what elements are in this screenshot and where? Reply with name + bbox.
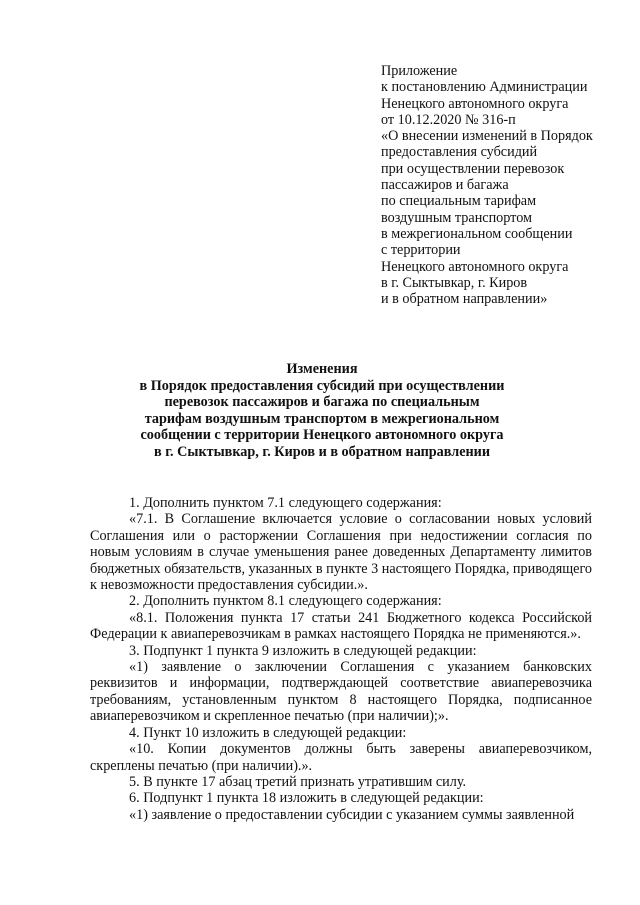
annex-line: предоставления субсидий xyxy=(381,144,538,161)
amendment-text-18-1: «1) заявление о предоставлении субсидии с указанием суммы заявленной xyxy=(129,806,575,823)
annex-line: в межрегиональном сообщении xyxy=(381,225,573,242)
annex-line: «О внесении изменений в Порядок xyxy=(381,128,593,145)
annex-line: от 10.12.2020 № 316-п xyxy=(381,111,516,128)
amendment-item-6: 6. Подпункт 1 пункта 18 изложить в следующей редакции: xyxy=(129,790,484,807)
annex-line: Приложение xyxy=(381,63,458,79)
annex-line: Ненецкого автономного округа xyxy=(381,258,569,275)
annex-line: пассажиров и багажа xyxy=(381,177,509,194)
annex-header xyxy=(381,63,631,307)
amendment-text-7-1: «7.1. В Соглашение включается условие о согласовании новых условий Соглашения или о расторжении Соглашения при недостижении согласия по новым условиям в случае уменьшения ранее доведенных Департаменту лимитов бюджетных обязательств, указанных в пункте 3 настоящего Порядка, приводящего к невозможности предоставления субсидии.». xyxy=(90,511,593,594)
annex-line: при осуществлении перевозок xyxy=(381,160,565,177)
annex-line: в г. Сыктывкар, г. Киров xyxy=(381,274,528,291)
annex-line: и в обратном направлении» xyxy=(381,291,548,308)
annex-line: к постановлению Администрации xyxy=(381,79,588,96)
amendment-text-10: «10. Копии документов должны быть заверены авиаперевозчиком, скреплены печатью (при наличии).». xyxy=(90,741,592,774)
amendment-text-9-1: «1) заявление о заключении Соглашения с указанием банковских реквизитов и информации, подтверждающей соответствие авиаперевозчика требованиям, установленным пунктом 8 настоящего Порядка, подписанное авиаперевозчиком и скрепленное печатью (при наличии);». xyxy=(90,659,592,725)
title-line: тарифам воздушным транспортом в межрегиональном xyxy=(144,410,500,427)
annex-line: Ненецкого автономного округа xyxy=(381,95,569,112)
document-title xyxy=(118,361,526,460)
title-line: в г. Сыктывкар, г. Киров и в обратном направлении xyxy=(153,443,491,460)
amendment-text-8-1: «8.1. Положения пункта 17 статьи 241 Бюджетного кодекса Российской Федерации к авиаперевозчикам в рамках настоящего Порядка не применяются.». xyxy=(90,609,592,643)
amendment-item-2: 2. Дополнить пунктом 8.1 следующего содержания: xyxy=(129,593,442,610)
title-line: Изменения xyxy=(286,361,358,377)
title-line: перевозок пассажиров и багажа по специальным xyxy=(164,394,480,410)
title-line: в Порядок предоставления субсидий при осуществлении xyxy=(139,377,505,394)
amendment-item-1: 1. Дополнить пунктом 7.1 следующего содержания: xyxy=(129,495,442,511)
document-body xyxy=(90,495,592,823)
title-line: сообщении с территории Ненецкого автономного округа xyxy=(140,427,504,443)
annex-line: воздушным транспортом xyxy=(381,209,532,226)
amendment-item-3: 3. Подпункт 1 пункта 9 изложить в следующей редакции: xyxy=(129,642,477,659)
annex-line: по специальным тарифам xyxy=(381,193,537,210)
amendment-item-4: 4. Пункт 10 изложить в следующей редакции: xyxy=(129,724,407,741)
amendment-item-5: 5. В пункте 17 абзац третий признать утратившим силу. xyxy=(129,773,467,790)
annex-line: с территории xyxy=(381,242,461,259)
